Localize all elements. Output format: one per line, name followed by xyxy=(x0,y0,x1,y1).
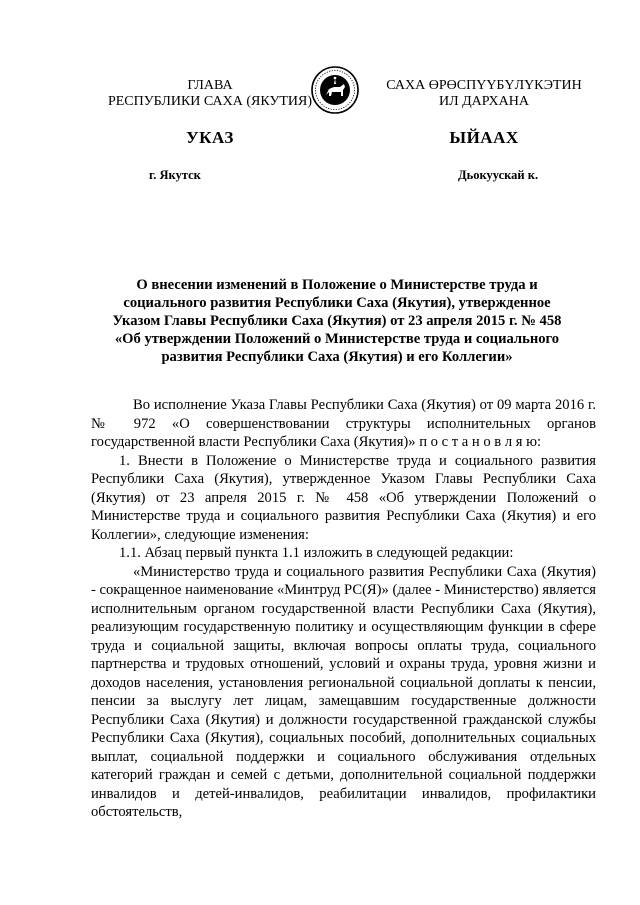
document-title xyxy=(92,276,582,366)
paragraph-preamble: Во исполнение Указа Главы Республики Саха (Якутия) от 09 марта 2016 г. № 972 «О совершенствовании структуры исполнительных органов государственной власти Республики Саха (Якутия)» п о с т а н о в л я ю: xyxy=(91,397,596,450)
decree-title-ru: УКАЗ xyxy=(186,128,234,147)
header-right-line1: САХА ӨРӨСПҮҮБҮЛҮКЭТИН xyxy=(386,78,582,93)
paragraph-quoted-text: «Министерство труда и социального развития Республики Саха (Якутия) - сокращенное наименование «Минтруд РС(Я)» (далее - Министерство) является исполнительным органом государственной власти Республики Саха (Якутия), реализующим государственную политику и осуществляющим функции в сфере труда и социальной защиты, включая вопросы оплаты труда, социального партнерства и трудовых отношений, условий и охраны труда, уровня жизни и доходов населения, установления региональной социальной доплаты к пенсии, пенсии за выслугу лет лицам, замещавшим государственные должности Республики Саха (Якутия) и должности государственной гражданской службы Республики Саха (Якутия), социальных пособий, дополнительных социальных выплат, социальной поддержки и социального обслуживания отдельных категорий граждан и семей с детьми, дополнительной социальной поддержки инвалидов и детей-инвалидов, реабилитации инвалидов, профилактики обстоятельств, xyxy=(91,563,596,820)
city-sakha: Дьокуускай к. xyxy=(458,168,539,182)
title-line: «Об утверждении Положений о Министерстве труда и социального xyxy=(114,331,560,347)
paragraph-item-1: 1. Внести в Положение о Министерстве труда и социального развития Республики Саха (Якутия), утвержденное Указом Главы Республики Саха (Якутия) от 23 апреля 2015 г. № 458 «Об утверждении Положений о Министерстве труда и социального развития Республики Саха (Якутия) и его Коллегии», следующие изменения: xyxy=(91,452,596,543)
title-line: развития Республики Саха (Якутия) и его Коллегии» xyxy=(161,349,513,365)
header-left-line1: ГЛАВА xyxy=(187,78,233,93)
header-right-line2: ИЛ ДАРХАНА xyxy=(438,94,529,109)
header-left-line2: РЕСПУБЛИКИ САХА (ЯКУТИЯ) xyxy=(107,94,313,109)
title-line: Указом Главы Республики Саха (Якутия) от 23 апреля 2015 г. № 458 xyxy=(112,313,562,329)
title-line: социального развития Республики Саха (Якутия), утвержденное xyxy=(123,295,551,311)
header-right-sakha xyxy=(374,78,594,110)
city-ru: г. Якутск xyxy=(149,168,201,182)
paragraph-item-1-1: 1.1. Абзац первый пункта 1.1 изложить в следующей редакции: xyxy=(119,545,514,561)
decree-title-sakha: ЫЙААХ xyxy=(449,128,519,147)
header-left-ru xyxy=(100,78,320,110)
document-body xyxy=(91,396,596,822)
coat-of-arms-emblem-icon xyxy=(310,65,360,115)
title-line: О внесении изменений в Положение о Министерстве труда и xyxy=(136,277,538,293)
